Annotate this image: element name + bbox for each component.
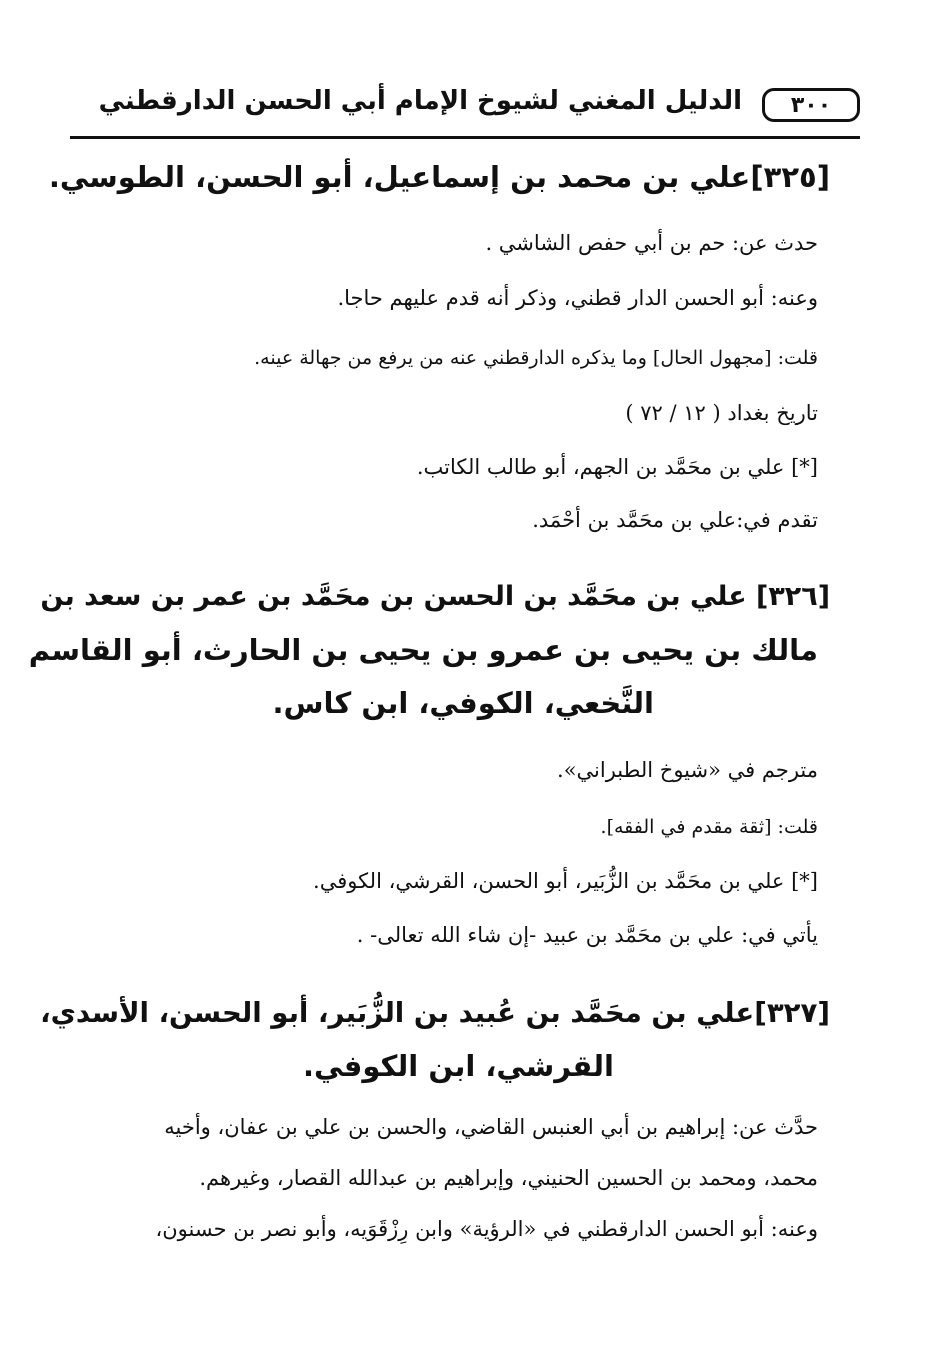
entry-325-line: قلت: [مجهول الحال] وما يذكره الدارقطني عنه من يرفع من جهالة عينه. <box>254 347 818 369</box>
entry-325-line: وعنه: أبو الحسن الدار قطني، وذكر أنه قدم عليهم حاجا. <box>337 286 818 310</box>
page-number: ٣٠٠ <box>762 88 860 122</box>
header-divider <box>70 136 860 139</box>
entry-326-line: مترجم في «شيوخ الطبراني». <box>557 758 818 782</box>
entry-327-heading: القرشي، ابن الكوفي. <box>303 1049 614 1083</box>
entry-327-line: محمد، ومحمد بن الحسين الحنيني، وإبراهيم بن عبدالله القصار، وغيرهم. <box>199 1166 818 1190</box>
entry-326-heading: النَّخعي، الكوفي، ابن كاس. <box>272 686 654 720</box>
entry-326-line: يأتي في: علي بن محَمَّد بن عبيد -إن شاء الله تعالى- . <box>356 923 818 947</box>
entry-327-heading: [٣٢٧]علي بن محَمَّد بن عُبيد بن الزُّبَير، أبو الحسن، الأسدي، <box>40 996 830 1029</box>
entry-326-line: قلت: [ثقة مقدم في الفقه]. <box>600 816 818 838</box>
running-title: الدليل المغني لشيوخ الإمام أبي الحسن الدارقطني <box>98 86 742 116</box>
entry-326-heading: مالك بن يحيى بن عمرو بن يحيى بن الحارث، أبو القاسم <box>28 633 818 667</box>
entry-325-line: تقدم في:علي بن محَمَّد بن أحْمَد. <box>532 508 818 532</box>
entry-326-line: [*] علي بن محَمَّد بن الزُّبَير، أبو الحسن، القرشي، الكوفي. <box>313 869 818 893</box>
page-header <box>70 84 860 130</box>
entry-325-line: حدث عن: حم بن أبي حفص الشاشي . <box>485 231 818 255</box>
entry-325-line: تاريخ بغداد ( ١٢ / ٧٢ ) <box>625 401 818 425</box>
entry-326-heading: [٣٢٦] علي بن محَمَّد بن الحسن بن محَمَّد بن عمر بن سعد بن <box>40 581 830 612</box>
entry-325-line: [*] علي بن محَمَّد بن الجهم، أبو طالب الكاتب. <box>416 455 818 479</box>
entry-327-line: حدَّث عن: إبراهيم بن أبي العنبس القاضي، والحسن بن علي بن عفان، وأخيه <box>164 1115 818 1139</box>
entry-327-line: وعنه: أبو الحسن الدارقطني في «الرؤية» وابن رِزْقَوَيه، وأبو نصر بن حسنون، <box>155 1217 818 1241</box>
entry-325-heading: [٣٢٥]علي بن محمد بن إسماعيل، أبو الحسن، الطوسي. <box>48 160 830 194</box>
